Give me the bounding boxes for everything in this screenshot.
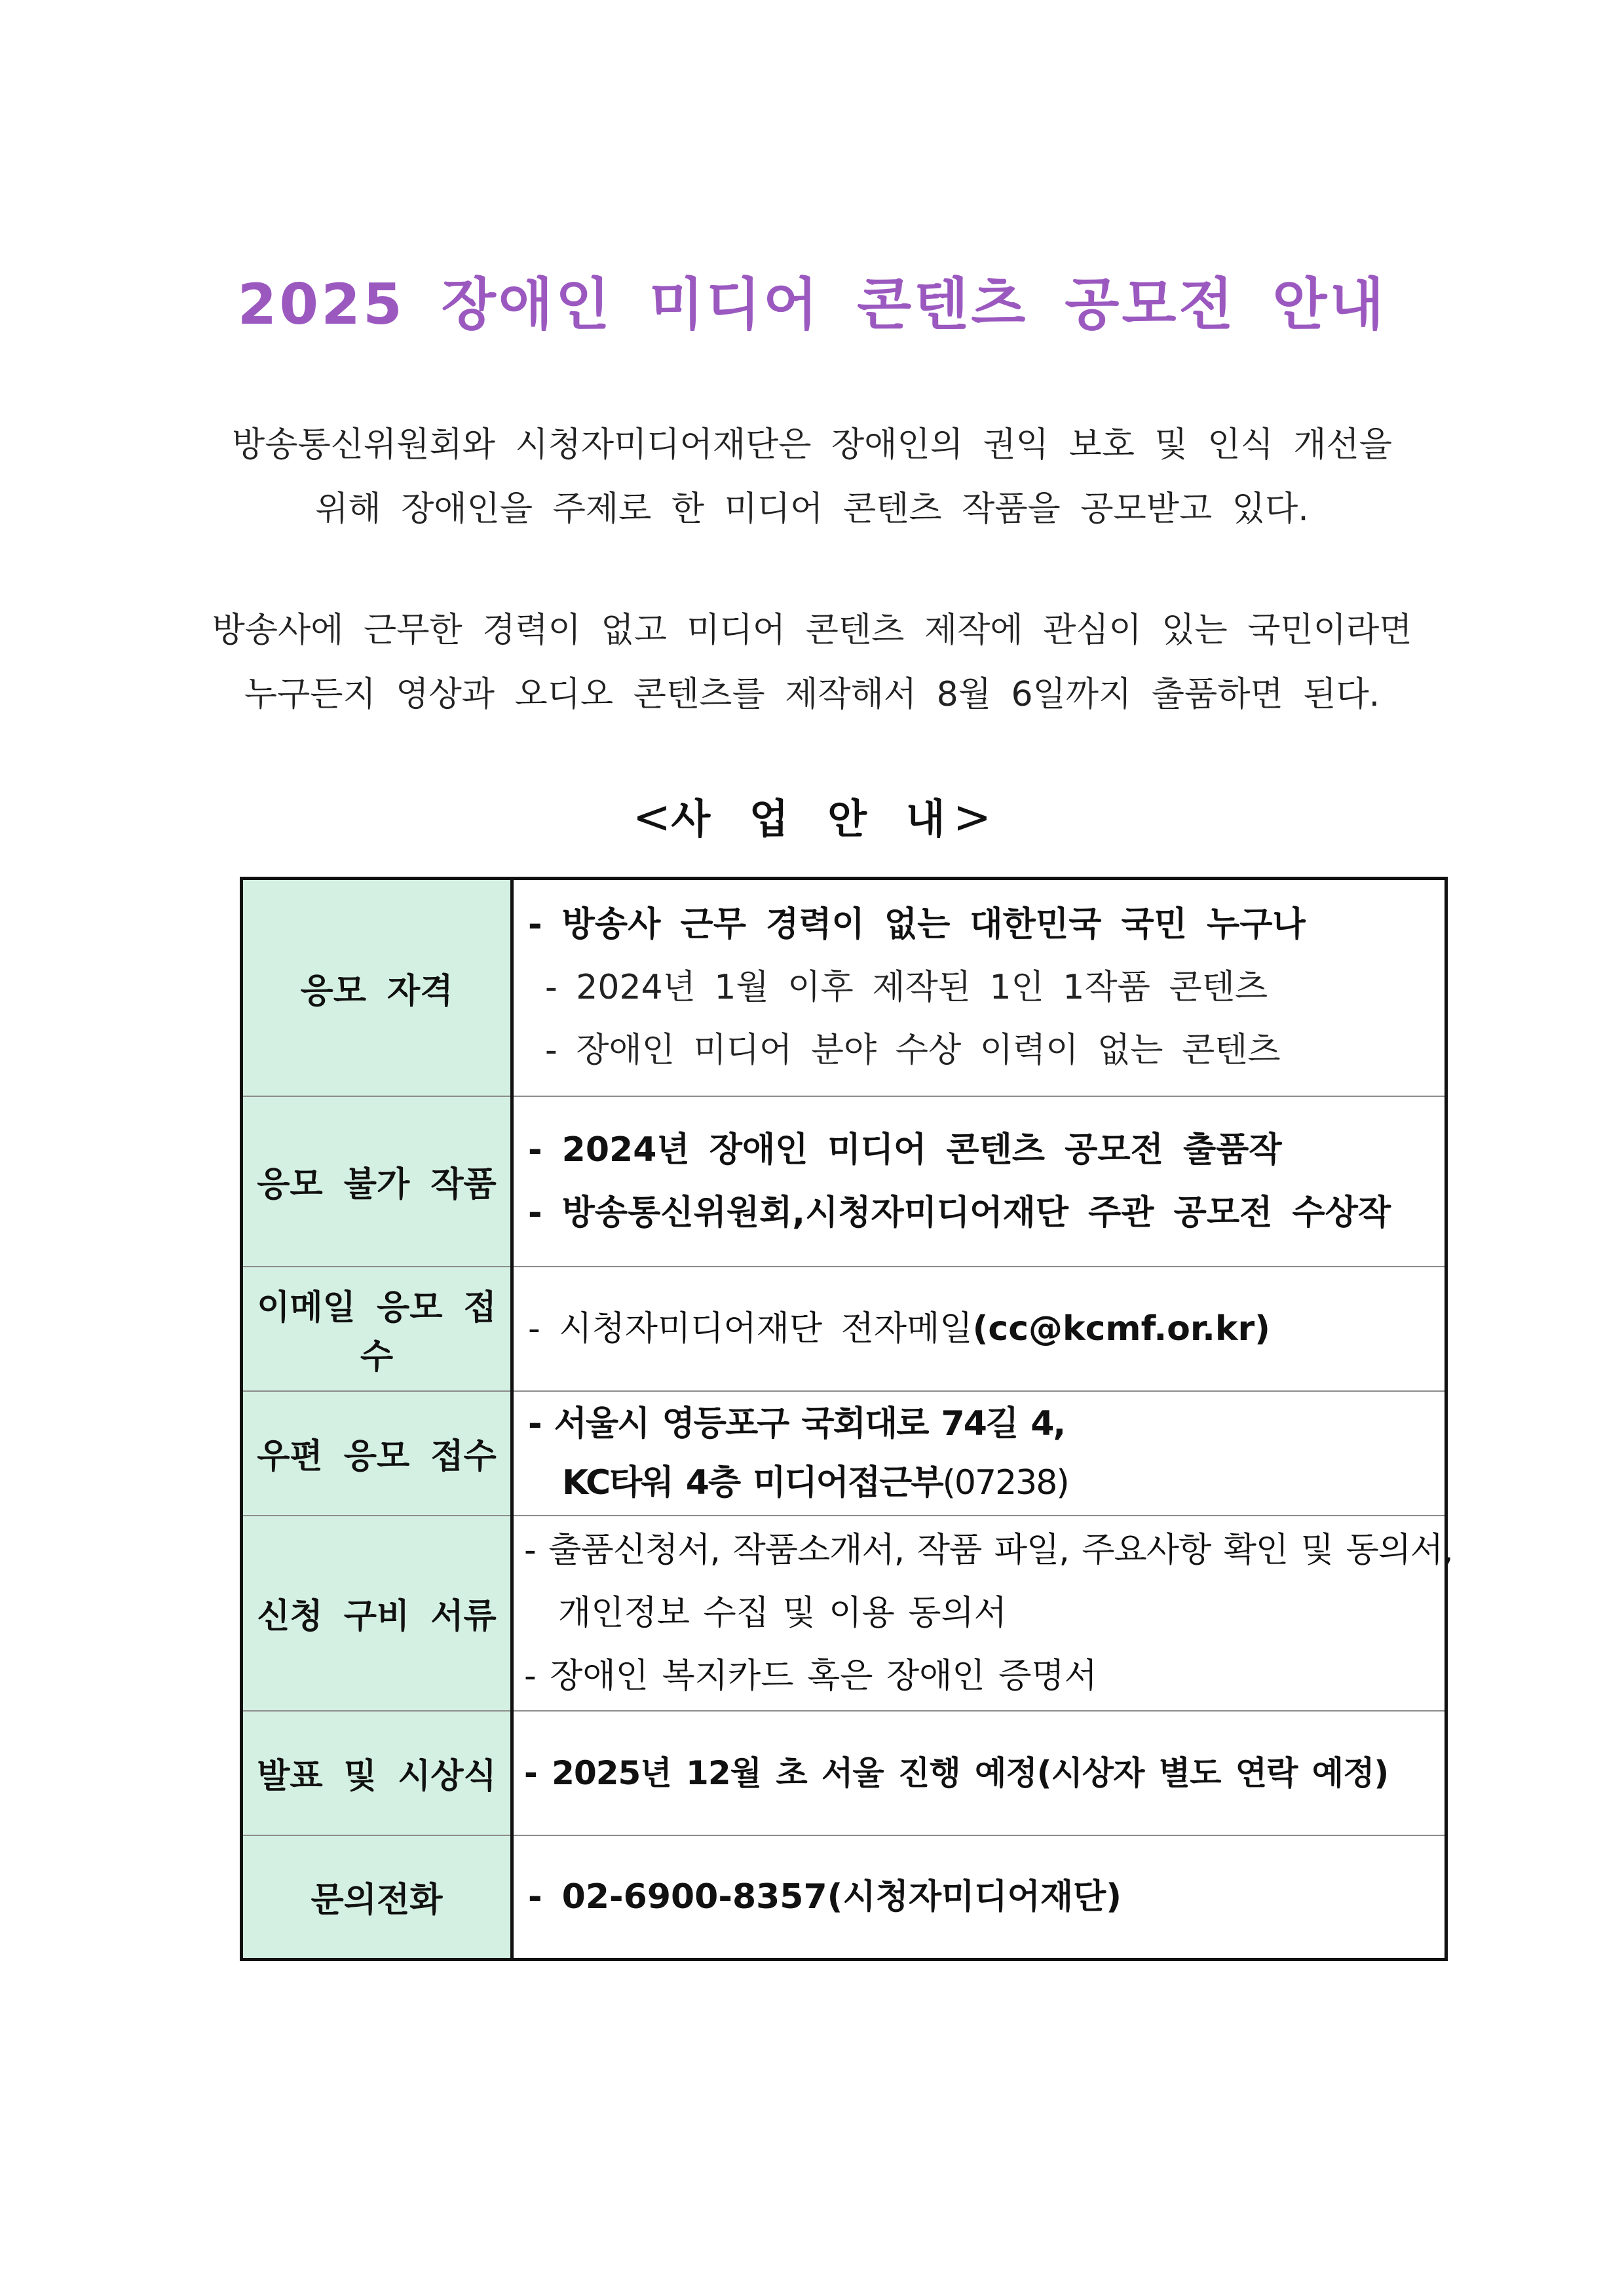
body-paragraph <box>0 598 1624 727</box>
post-postcode: (07238) <box>942 1463 1068 1502</box>
body-line: 누구든지 영상과 오디오 콘텐츠를 제작해서 8월 6일까지 출품하면 된다. <box>244 675 1380 714</box>
value-line: - 장애인 미디어 분야 수상 이력이 없는 콘텐츠 <box>545 1031 1281 1071</box>
row-label: 응모 자격 <box>242 879 512 1096</box>
value-line: - 02-6900-8357(시청자미디어재단) <box>528 1877 1122 1917</box>
row-value <box>512 1391 1446 1516</box>
table-row-documents <box>242 1516 1446 1711</box>
section-heading-text: 사 업 안 내 <box>671 795 953 843</box>
value-line: - 출품신청서, 작품소개서, 작품 파일, 주요사항 확인 및 동의서, <box>524 1530 1453 1570</box>
table-row-excluded <box>242 1096 1446 1267</box>
table-row-announcement <box>242 1711 1446 1835</box>
row-label: 응모 불가 작품 <box>242 1096 512 1267</box>
value-line: - 2024년 1월 이후 제작된 1인 1작품 콘텐츠 <box>545 968 1268 1008</box>
row-value <box>512 1516 1453 1711</box>
row-value <box>512 879 1446 1096</box>
section-bracket-open: < <box>632 790 671 844</box>
intro-line: 방송통신위원회와 시청자미디어재단은 장애인의 권익 보호 및 인식 개선을 <box>232 425 1392 465</box>
value-line: - 방송통신위원회,시청자미디어재단 주관 공모전 수상작 <box>528 1193 1391 1233</box>
email-prefix: - 시청자미디어재단 전자메일 <box>528 1309 973 1349</box>
info-table <box>240 877 1453 1961</box>
email-address: (cc@kcmf.or.kr) <box>972 1309 1270 1349</box>
post-address: KC타워 4층 미디어접근부 <box>562 1463 943 1502</box>
row-label: 문의전화 <box>242 1835 512 1960</box>
value-line: - 2025년 12월 초 서울 진행 예정(시상자 별도 연락 예정) <box>524 1753 1389 1792</box>
value-line: - 서울시 영등포구 국회대로 74길 4, <box>528 1404 1065 1444</box>
body-line: 방송사에 근무한 경력이 없고 미디어 콘텐츠 제작에 관심이 있는 국민이라면 <box>212 611 1412 650</box>
row-label: 발표 및 시상식 <box>242 1711 512 1835</box>
row-label: 이메일 응모 접수 <box>242 1267 512 1391</box>
row-label: 우편 응모 접수 <box>242 1391 512 1516</box>
intro-paragraph <box>0 413 1624 541</box>
row-value <box>512 1711 1446 1835</box>
table-row-contact <box>242 1835 1446 1960</box>
value-line: - 장애인 복지카드 혹은 장애인 증명서 <box>524 1656 1097 1696</box>
row-value <box>512 1096 1446 1267</box>
value-line <box>528 1297 1444 1360</box>
value-line: - 방송사 근무 경력이 없는 대한민국 국민 누구나 <box>528 905 1306 945</box>
row-value <box>512 1835 1446 1960</box>
value-line: - 2024년 장애인 미디어 콘텐츠 공모전 출품작 <box>528 1130 1282 1170</box>
table-row-post <box>242 1391 1446 1516</box>
value-line: 개인정보 수집 및 이용 동의서 <box>558 1593 1007 1633</box>
value-line <box>528 1453 1444 1512</box>
section-heading <box>0 786 1624 845</box>
table-row-eligibility <box>242 879 1446 1096</box>
row-label: 신청 구비 서류 <box>242 1516 512 1711</box>
row-value <box>512 1267 1446 1391</box>
table-row-email <box>242 1267 1446 1391</box>
intro-line: 위해 장애인을 주제로 한 미디어 콘텐츠 작품을 공모받고 있다. <box>315 489 1309 529</box>
page-title: 2025 장애인 미디어 콘텐츠 공모전 안내 <box>237 272 1387 337</box>
section-bracket-close: > <box>953 790 992 844</box>
